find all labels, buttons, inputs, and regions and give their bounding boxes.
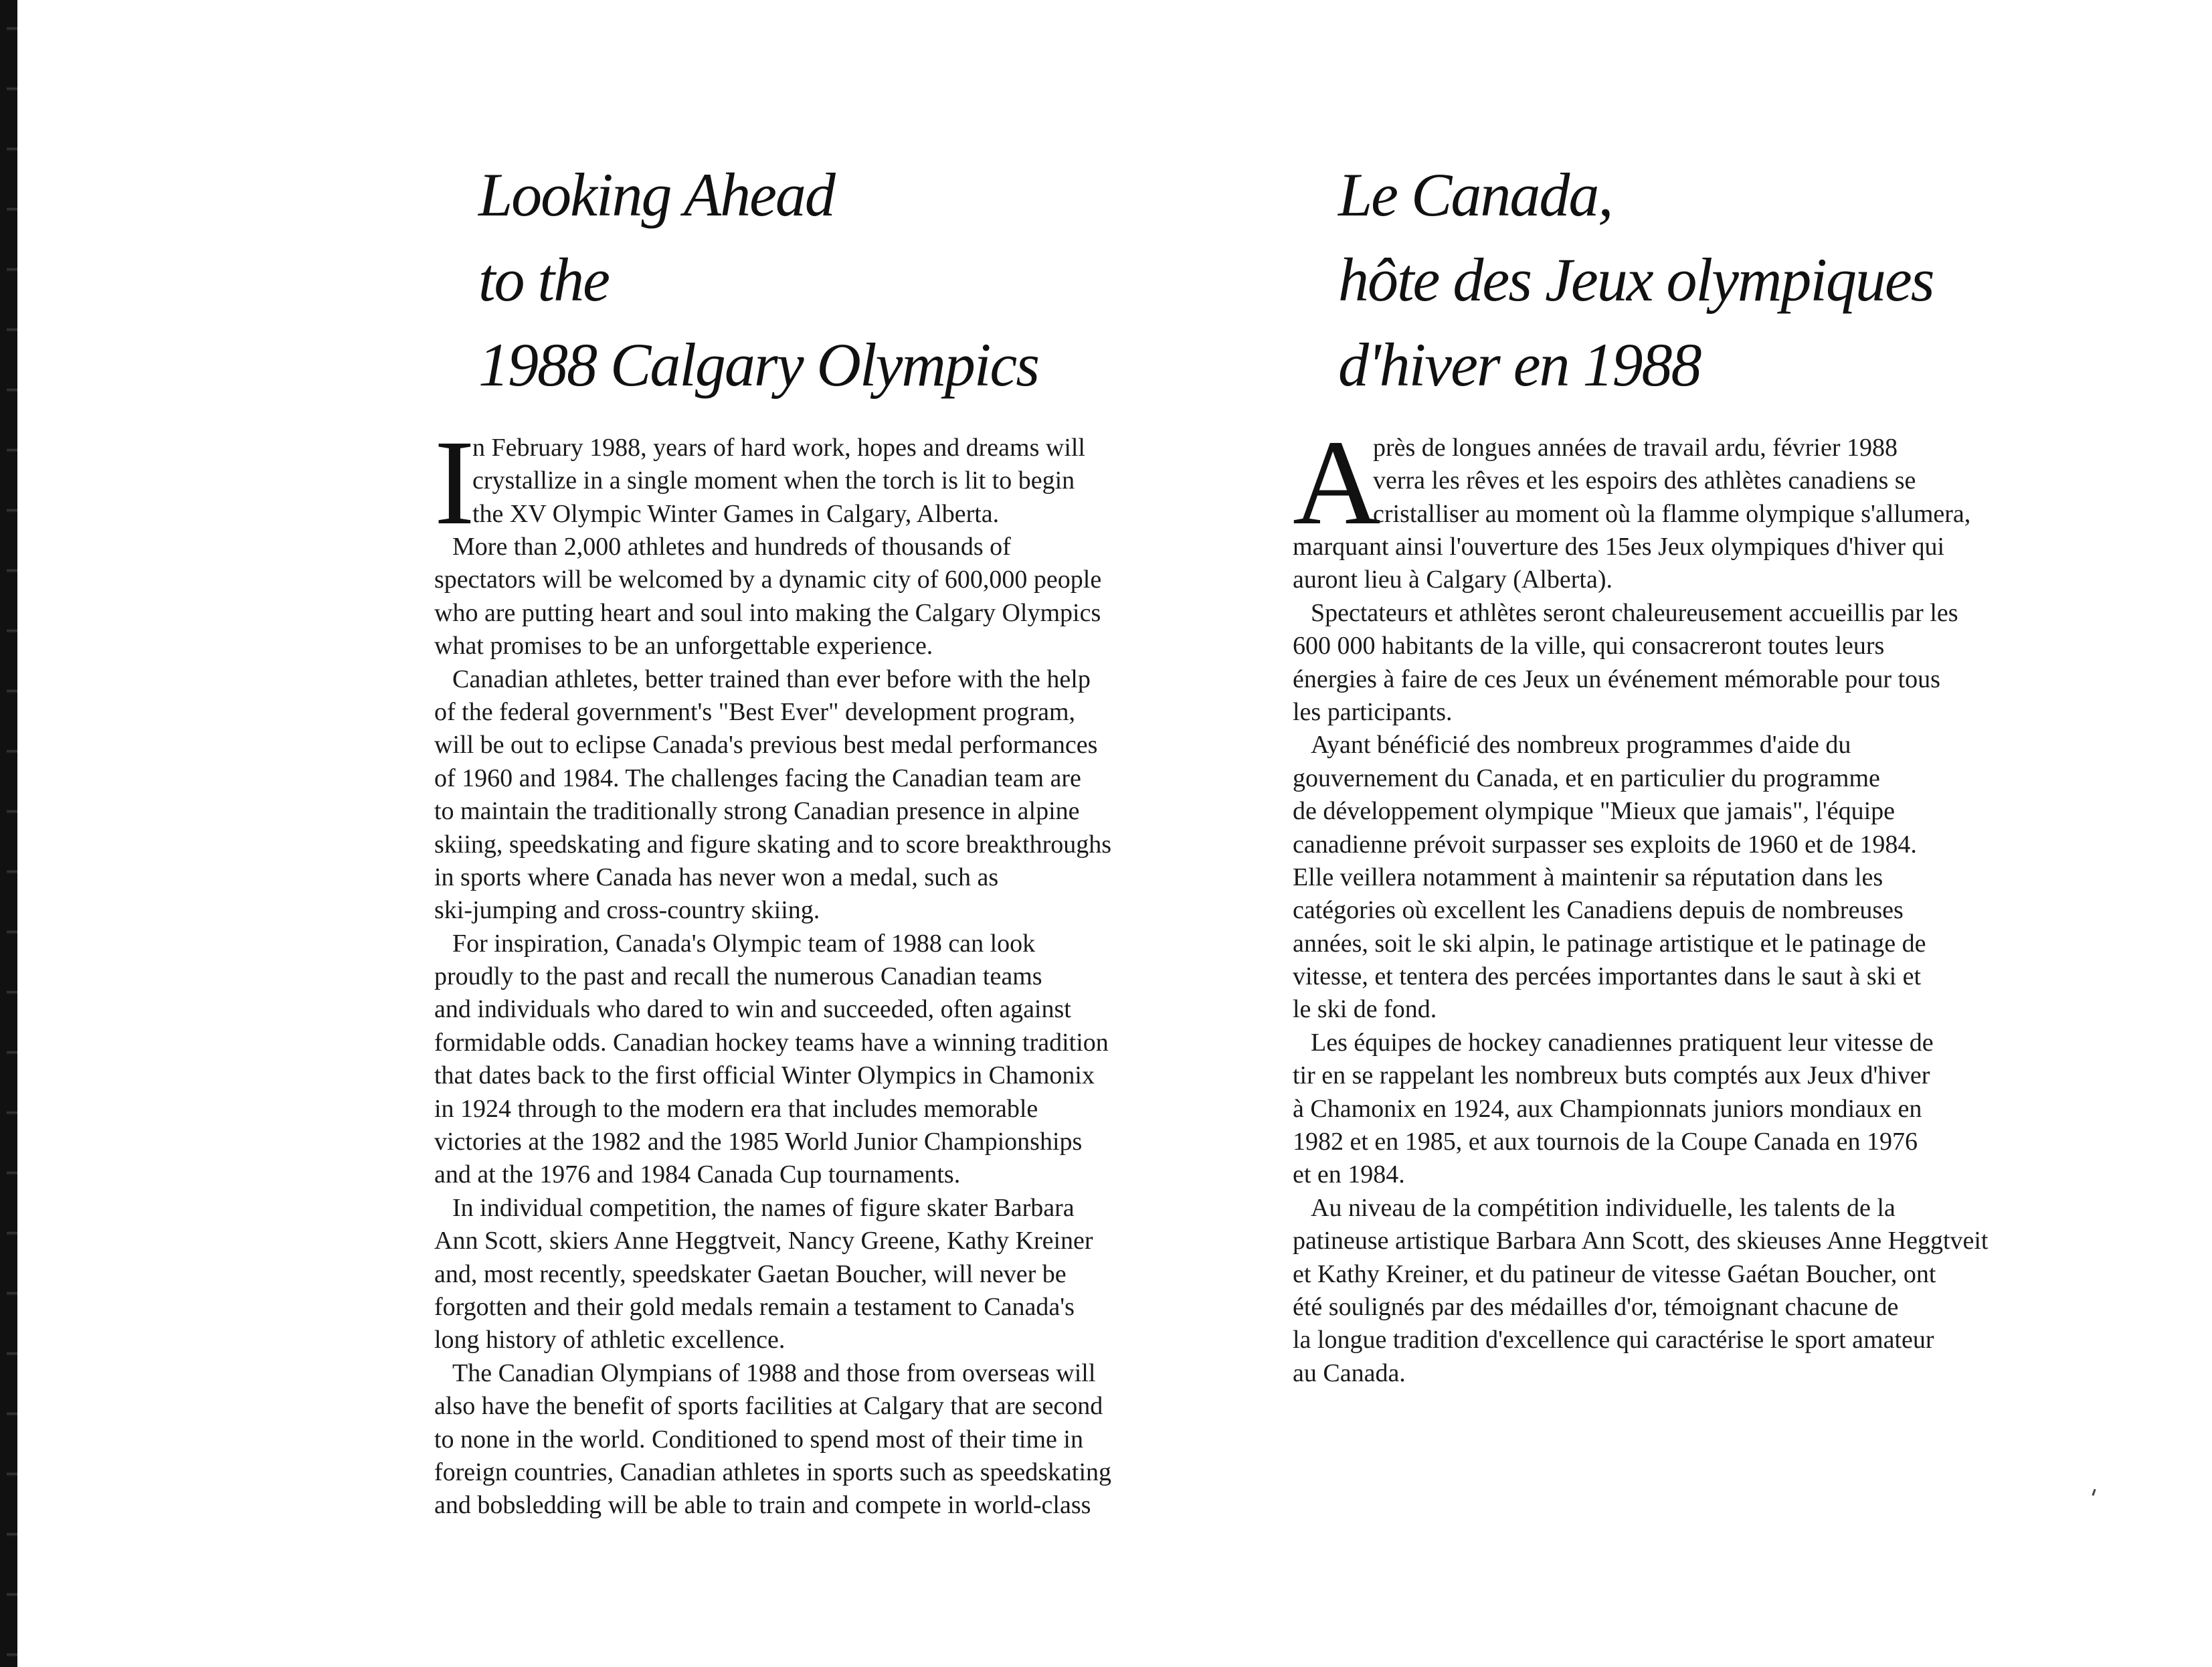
text-line: The Canadian Olympians of 1988 and those from overseas will (452, 1358, 1096, 1387)
text-line: to none in the world. Conditioned to spend most of their time in (434, 1425, 1083, 1454)
english-drop-cap: I (434, 416, 475, 550)
text-line: canadienne prévoit surpasser ses exploits de 1960 et de 1984. (1293, 830, 1917, 859)
text-line: Spectateurs et athlètes seront chaleureusement accueillis par les (1311, 598, 1958, 627)
text-line: à Chamonix en 1924, aux Championnats juniors mondiaux en (1293, 1094, 1922, 1123)
text-line: au Canada. (1293, 1358, 1406, 1387)
french-title-line: d'hiver en 1988 (1338, 331, 1701, 399)
text-line: proudly to the past and recall the numerous Canadian teams (434, 962, 1042, 991)
text-line: will be out to eclipse Canada's previous best medal performances (434, 731, 1098, 760)
text-line: to maintain the traditionally strong Canadian presence in alpine (434, 797, 1080, 826)
text-line: les participants. (1293, 697, 1453, 726)
text-line: la longue tradition d'excellence qui caractérise le sport amateur (1293, 1326, 1934, 1354)
text-line: and, most recently, speedskater Gaetan Boucher, will never be (434, 1259, 1067, 1288)
text-line: marquant ainsi l'ouverture des 15es Jeux olympiques d'hiver qui (1293, 533, 1945, 561)
text-line: of the federal government's "Best Ever" development program, (434, 697, 1075, 726)
text-line: what promises to be an unforgettable experience. (434, 632, 933, 661)
text-line: gouvernement du Canada, et en particulier du programme (1293, 764, 1880, 792)
french-paragraph (1293, 729, 2035, 1027)
french-opening-lines (1373, 432, 1970, 531)
french-title (1338, 153, 1934, 408)
text-line: Ann Scott, skiers Anne Heggtveit, Nancy Greene, Kathy Kreiner (434, 1227, 1093, 1255)
text-line: et en 1984. (1293, 1160, 1405, 1189)
french-drop-cap: A (1293, 416, 1381, 550)
text-line: who are putting heart and soul into making the Calgary Olympics (434, 598, 1101, 627)
text-line: Les équipes de hockey canadiennes pratiquent leur vitesse de (1311, 1028, 1934, 1057)
text-line: formidable odds. Canadian hockey teams have a winning tradition (434, 1028, 1109, 1057)
english-paragraph (434, 531, 1177, 663)
english-opening-lines (472, 432, 1085, 531)
text-line: années, soit le ski alpin, le patinage artistique et le patinage de (1293, 929, 1926, 958)
text-line: n February 1988, years of hard work, hopes and dreams will (472, 434, 1085, 462)
text-line: More than 2,000 athletes and hundreds of thousands of (452, 533, 1011, 561)
english-title-line: to the (478, 246, 609, 314)
text-line: that dates back to the first official Winter Olympics in Chamonix (434, 1061, 1095, 1090)
text-line: the XV Olympic Winter Games in Calgary, Alberta. (472, 499, 1000, 528)
french-paragraph (1293, 1027, 2035, 1192)
text-line: In individual competition, the names of figure skater Barbara (452, 1193, 1075, 1222)
english-title-line: 1988 Calgary Olympics (478, 331, 1039, 399)
text-line: vitesse, et tentera des percées importantes dans le saut à ski et (1293, 962, 1922, 991)
text-line: près de longues années de travail ardu, février 1988 (1373, 434, 1898, 462)
english-paragraph (434, 663, 1177, 928)
english-title-line: Looking Ahead (478, 161, 834, 229)
text-line: cristalliser au moment où la flamme olympique s'allumera, (1373, 499, 1971, 528)
text-line: and individuals who dared to win and succeeded, often against (434, 995, 1071, 1024)
text-line: catégories où excellent les Canadiens depuis de nombreuses (1293, 896, 1904, 925)
text-line: été soulignés par des médailles d'or, témoignant chacune de (1293, 1292, 1899, 1321)
text-line: auront lieu à Calgary (Alberta). (1293, 565, 1612, 594)
french-paragraph (1293, 1192, 2035, 1390)
text-line: 600 000 habitants de la ville, qui consacreront toutes leurs (1293, 632, 1885, 661)
text-line: Canadian athletes, better trained than ever before with the help (452, 665, 1091, 693)
scan-edge-shadow (0, 0, 17, 1667)
text-line: and at the 1976 and 1984 Canada Cup tournaments. (434, 1160, 961, 1189)
text-line: énergies à faire de ces Jeux un événement mémorable pour tous (1293, 665, 1940, 693)
french-title-line: Le Canada, (1338, 161, 1612, 229)
text-line: crystallize in a single moment when the torch is lit to begin (472, 466, 1075, 495)
french-title-line: hôte des Jeux olympiques (1338, 246, 1934, 314)
french-paragraph (1293, 597, 2035, 729)
text-line: foreign countries, Canadian athletes in sports such as speedskating (434, 1458, 1112, 1486)
text-line: also have the benefit of sports facilities at Calgary that are second (434, 1392, 1103, 1421)
text-line: skiing, speedskating and figure skating and to score breakthroughs (434, 830, 1112, 859)
english-body (434, 416, 1177, 1522)
text-line: of 1960 and 1984. The challenges facing the Canadian team are (434, 764, 1081, 792)
text-line: in sports where Canada has never won a medal, such as (434, 863, 999, 891)
text-line: tir en se rappelant les nombreux buts comptés aux Jeux d'hiver (1293, 1061, 1930, 1090)
text-line: 1982 et en 1985, et aux tournois de la Coupe Canada en 1976 (1293, 1128, 1918, 1156)
text-line: victories at the 1982 and the 1985 World Junior Championships (434, 1128, 1083, 1156)
text-line: spectators will be welcomed by a dynamic city of 600,000 people (434, 565, 1102, 594)
french-body (1293, 416, 2035, 1390)
text-line: verra les rêves et les espoirs des athlètes canadiens se (1373, 466, 1916, 495)
scan-speck (2092, 1489, 2096, 1496)
english-paragraph (434, 928, 1177, 1192)
text-line: For inspiration, Canada's Olympic team of 1988 can look (452, 929, 1036, 958)
english-paragraph (434, 1357, 1177, 1522)
text-line: ski-jumping and cross-country skiing. (434, 896, 820, 925)
text-line: Elle veillera notamment à maintenir sa réputation dans les (1293, 863, 1883, 891)
text-line: and bobsledding will be able to train and compete in world-class (434, 1491, 1091, 1520)
text-line: long history of athletic excellence. (434, 1326, 786, 1354)
text-line: in 1924 through to the modern era that includes memorable (434, 1094, 1038, 1123)
english-paragraph (434, 1192, 1177, 1357)
text-line: le ski de fond. (1293, 995, 1437, 1024)
text-line: Au niveau de la compétition individuelle, les talents de la (1311, 1193, 1896, 1222)
text-line: et Kathy Kreiner, et du patineur de vitesse Gaétan Boucher, ont (1293, 1259, 1936, 1288)
text-line: patineuse artistique Barbara Ann Scott, des skieuses Anne Heggtveit (1293, 1227, 1989, 1255)
text-line: de développement olympique "Mieux que jamais", l'équipe (1293, 797, 1896, 826)
text-line: Ayant bénéficié des nombreux programmes d'aide du (1311, 731, 1851, 760)
english-title (478, 153, 1038, 408)
text-line: forgotten and their gold medals remain a testament to Canada's (434, 1292, 1075, 1321)
